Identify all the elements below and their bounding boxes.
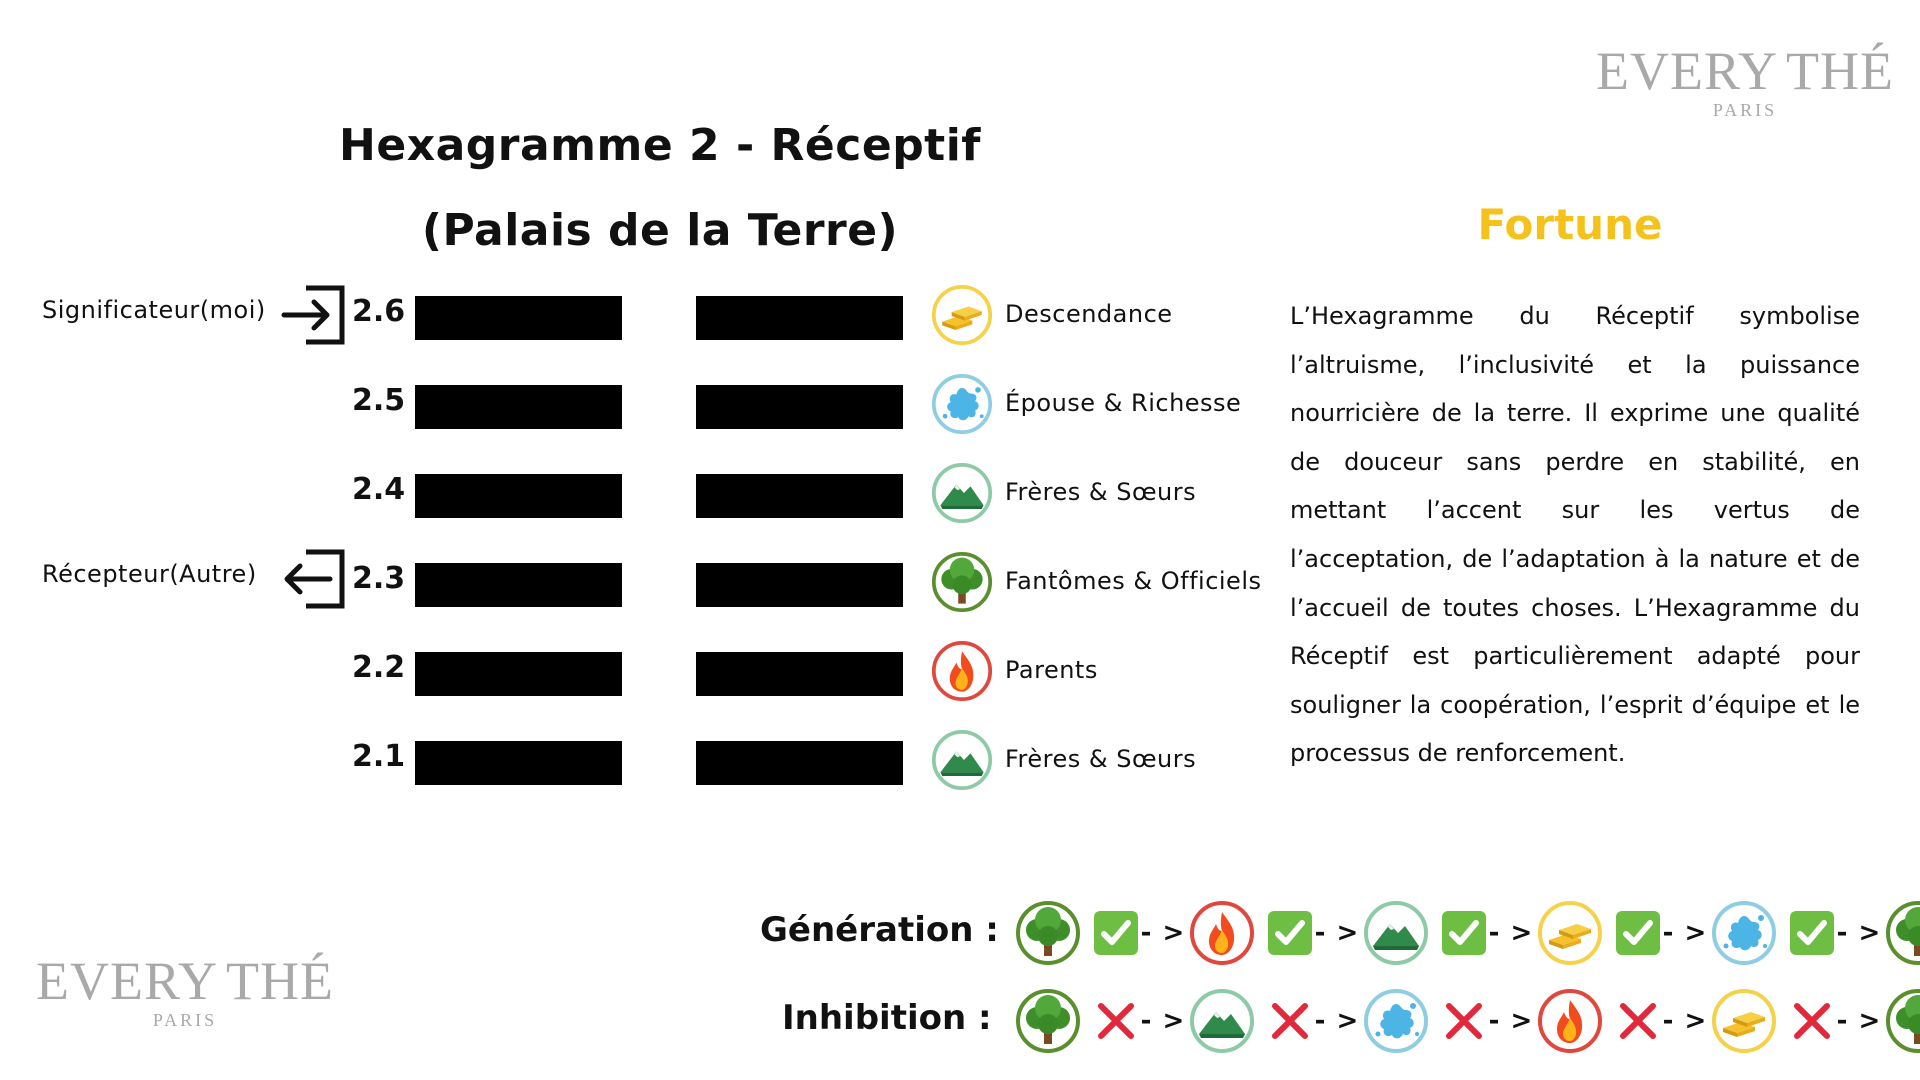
yin-line-left-segment (415, 652, 622, 696)
yin-line-right-segment (696, 385, 903, 429)
line-number: 2.6 (352, 294, 406, 329)
earth-element-icon (931, 729, 993, 791)
relation-label: Descendance (1005, 300, 1173, 328)
brand-name-right: THÉ (1786, 41, 1894, 101)
fortune-title: Fortune (1477, 200, 1663, 249)
page-title: Hexagramme 2 - Réceptif (339, 120, 981, 171)
wood-element-icon (1885, 988, 1920, 1054)
generation-label: Génération : (760, 910, 999, 950)
hexagram-line (0, 462, 1260, 522)
brand-city: PARIS (152, 1010, 218, 1030)
yin-line-left-segment (415, 385, 622, 429)
wood-element-icon (1885, 900, 1920, 966)
inhibition-label: Inhibition : (782, 998, 992, 1038)
relation-label: Frères & Sœurs (1005, 745, 1197, 773)
relation-label: Épouse & Richesse (1005, 389, 1242, 417)
wood-element-icon (1015, 900, 1081, 966)
metal-element-icon (1537, 900, 1603, 966)
yin-line-right-segment (696, 652, 903, 696)
metal-element-icon (1711, 988, 1777, 1054)
metal-element-icon (931, 284, 993, 346)
arrow-text: - > (1662, 918, 1708, 948)
earth-element-icon (1363, 900, 1429, 966)
arrow-text: - > (1314, 1006, 1360, 1036)
fire-element-icon (931, 640, 993, 702)
arrow-text: - > (1836, 918, 1882, 948)
arrow-text: - > (1140, 1006, 1186, 1036)
cross-mark-icon (1789, 998, 1835, 1044)
arrow-text: - > (1314, 918, 1360, 948)
wood-element-icon (931, 551, 993, 613)
page-subtitle: (Palais de la Terre) (421, 205, 899, 256)
brand-name-left: EVERY (1596, 41, 1779, 101)
cross-mark-icon (1093, 998, 1139, 1044)
yin-line-left-segment (415, 563, 622, 607)
relation-label: Frères & Sœurs (1005, 478, 1197, 506)
yin-line-left-segment (415, 296, 622, 340)
receptor-label: Récepteur(Autre) (42, 560, 257, 588)
earth-element-icon (1189, 988, 1255, 1054)
hexagram-line (0, 284, 1260, 344)
line-number: 2.2 (352, 650, 406, 685)
cross-mark-icon (1615, 998, 1661, 1044)
yin-line-right-segment (696, 741, 903, 785)
arrow-text: - > (1836, 1006, 1882, 1036)
arrow-text: - > (1488, 918, 1534, 948)
arrow-text: - > (1140, 918, 1186, 948)
yin-line-right-segment (696, 563, 903, 607)
check-mark-icon (1615, 910, 1661, 956)
yin-line-left-segment (415, 741, 622, 785)
wood-element-icon (1015, 988, 1081, 1054)
line-number: 2.4 (352, 472, 406, 507)
line-number: 2.5 (352, 383, 406, 418)
fortune-description: L’Hexagramme du Réceptif symbolise l’altruisme, l’inclusivité et la puissance nourricière de la terre. Il exprime une qualité de douceur sans perdre en stabilité, en mettant l’accent sur les vertus de l’acceptation, de l’adaptation à la nature et de l’accueil de toutes choses. L’Hexagramme du Réceptif est particulièrement adapté pour souligner la coopération, l’esprit d’équipe et le processus de renforcement. (1290, 302, 1860, 768)
hexagram-line (0, 640, 1260, 700)
fire-element-icon (1537, 988, 1603, 1054)
relation-label: Parents (1005, 656, 1098, 684)
yin-line-left-segment (415, 474, 622, 518)
relation-label: Fantômes & Officiels (1005, 567, 1262, 595)
generation-cycle (1015, 898, 1920, 968)
cross-mark-icon (1267, 998, 1313, 1044)
yin-line-right-segment (696, 296, 903, 340)
brand-name-right: THÉ (226, 951, 334, 1011)
cross-mark-icon (1441, 998, 1487, 1044)
brand-name-left: EVERY (36, 951, 219, 1011)
hexagram-line (0, 373, 1260, 433)
check-mark-icon (1267, 910, 1313, 956)
line-number: 2.3 (352, 561, 406, 596)
arrow-text: - > (1488, 1006, 1534, 1036)
brand-logo-bottom (36, 950, 334, 1031)
brand-city: PARIS (1712, 100, 1778, 120)
significator-label: Significateur(moi) (42, 296, 266, 324)
hexagram-line (0, 551, 1260, 611)
arrow-text: - > (1662, 1006, 1708, 1036)
fire-element-icon (1189, 900, 1255, 966)
brand-logo-top (1596, 40, 1894, 121)
yin-line-right-segment (696, 474, 903, 518)
check-mark-icon (1789, 910, 1835, 956)
check-mark-icon (1441, 910, 1487, 956)
line-number: 2.1 (352, 739, 406, 774)
inhibition-cycle (1015, 986, 1920, 1056)
earth-element-icon (931, 462, 993, 524)
water-element-icon (1711, 900, 1777, 966)
water-element-icon (1363, 988, 1429, 1054)
hexagram-line (0, 729, 1260, 789)
water-element-icon (931, 373, 993, 435)
check-mark-icon (1093, 910, 1139, 956)
